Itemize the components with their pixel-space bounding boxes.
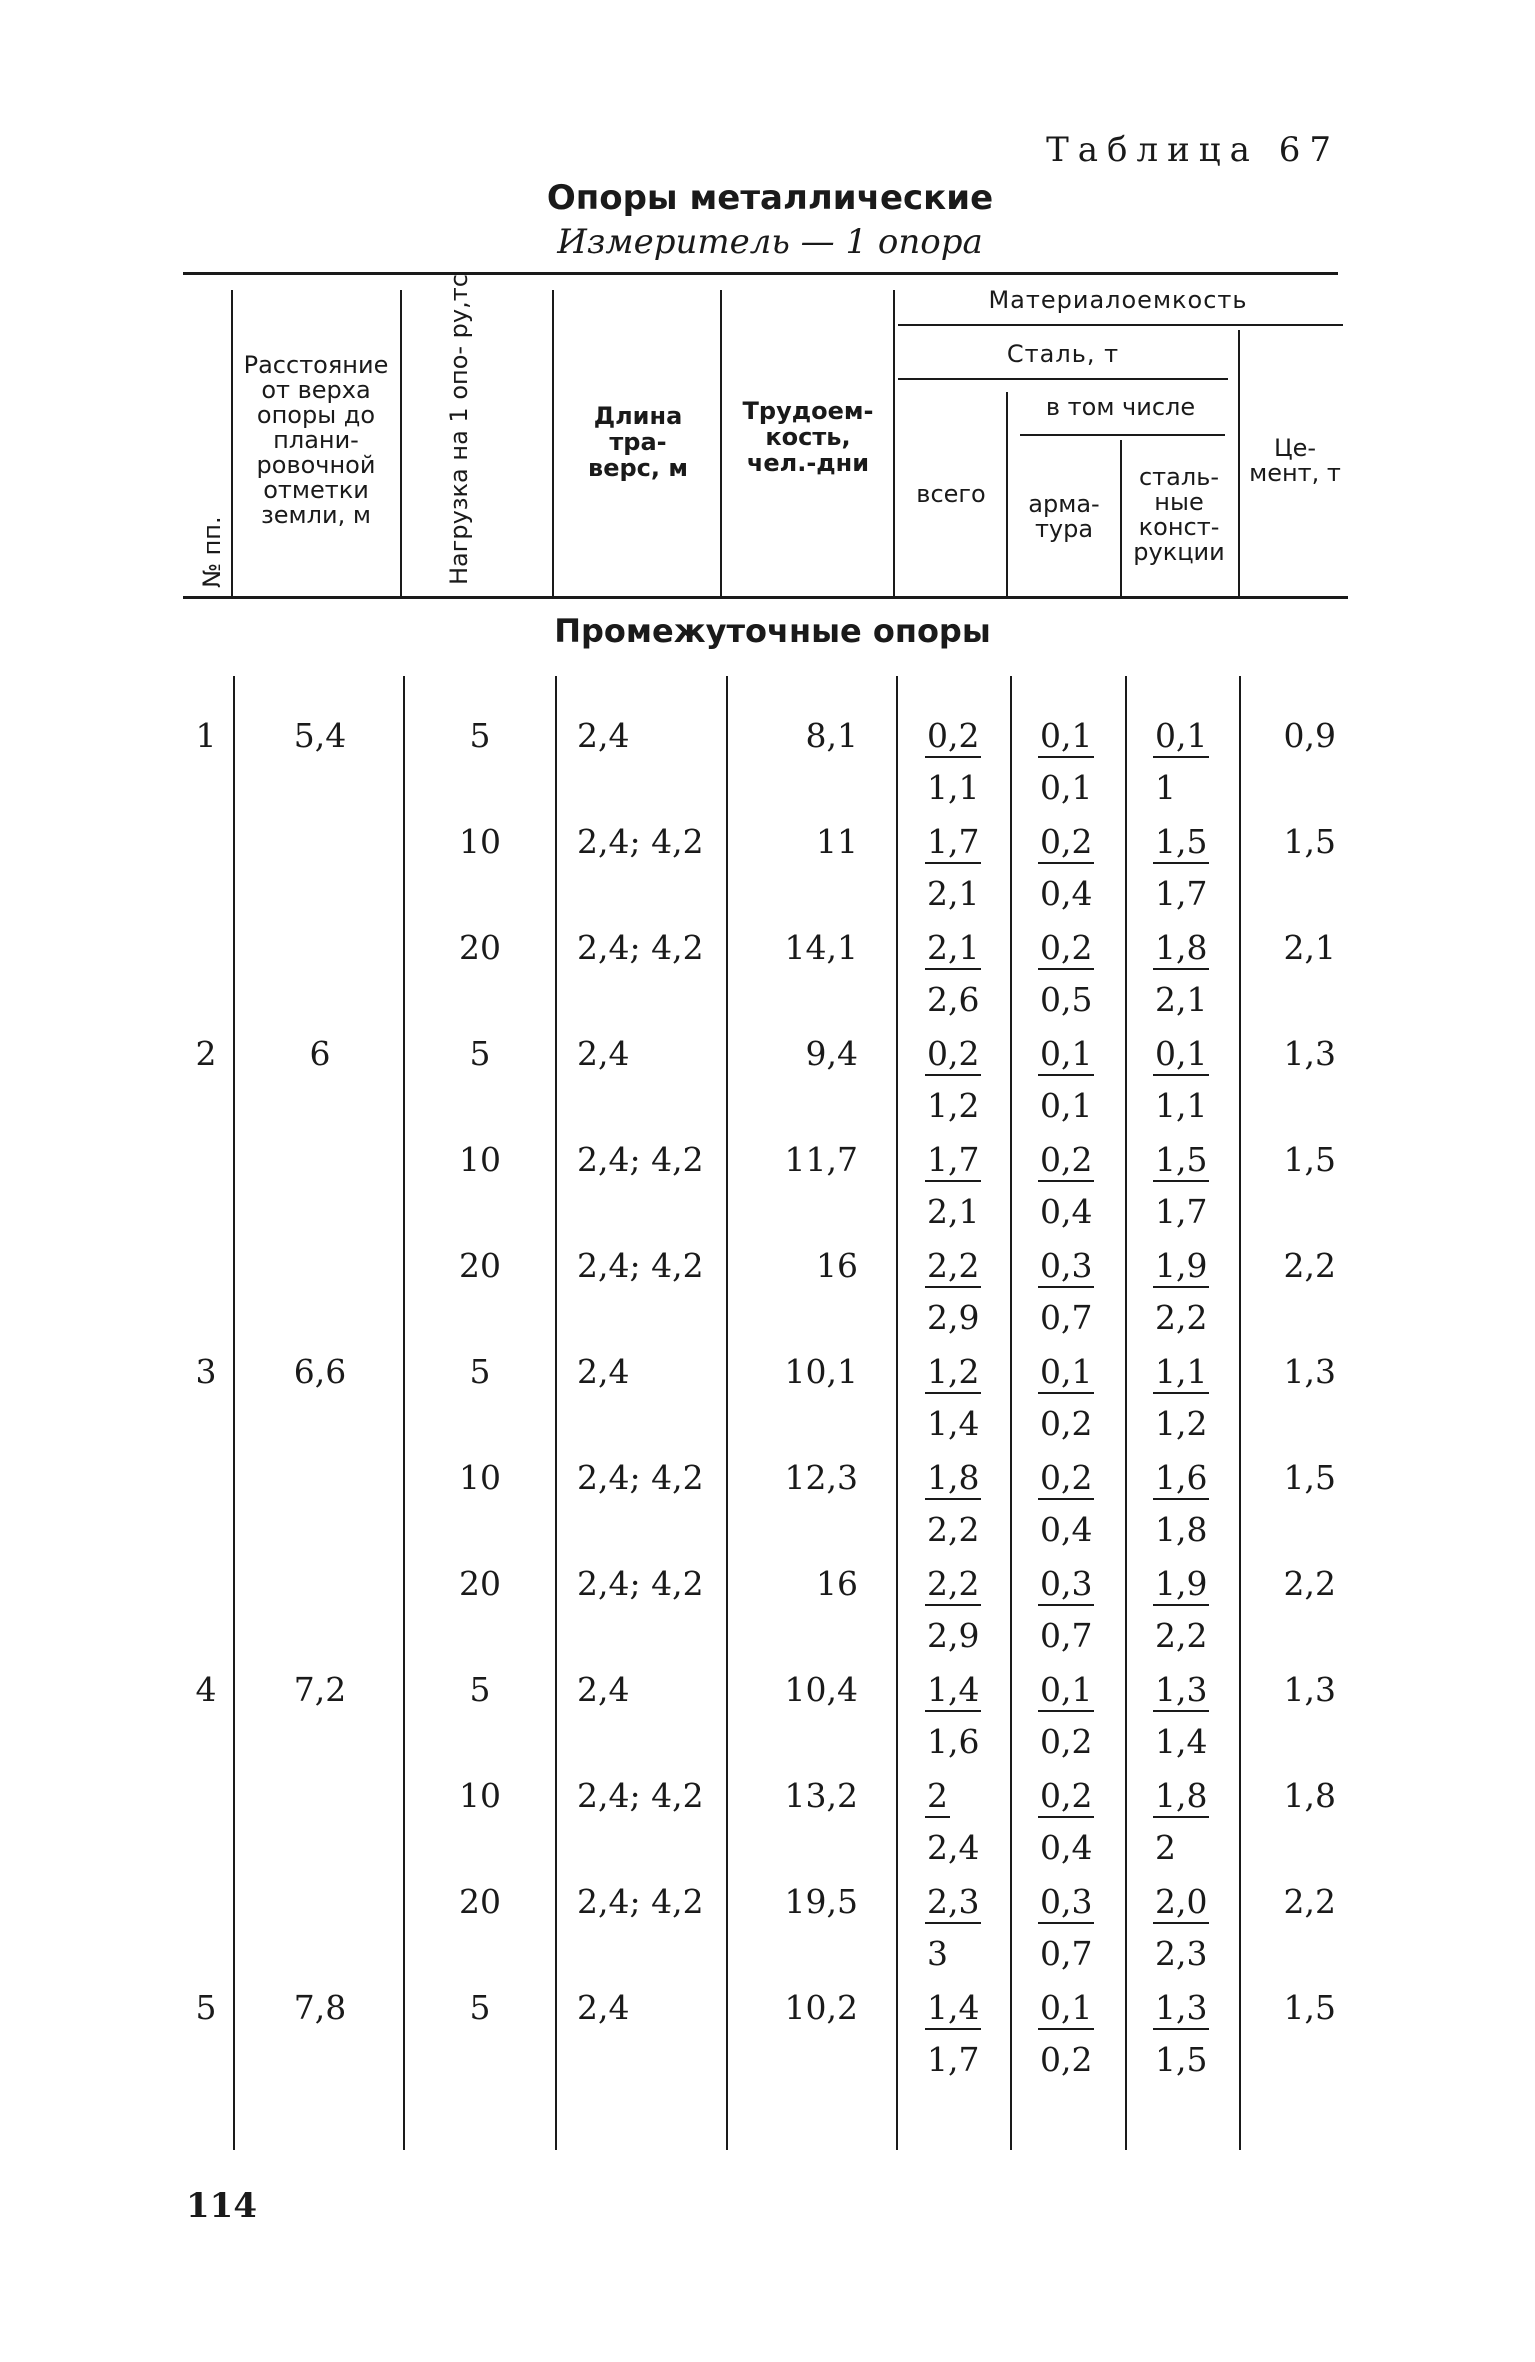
fraction-numerator: 0,1 xyxy=(1038,1670,1094,1712)
body-vrule-7 xyxy=(1125,676,1127,2150)
table-number: Таблица 67 xyxy=(1046,130,1340,170)
fraction-numerator: 1,8 xyxy=(1153,928,1209,970)
cell-struct_den: 2,2 xyxy=(1155,1616,1208,1655)
cell-labor: 10,2 xyxy=(784,1988,858,2027)
cell-labor: 9,4 xyxy=(805,1034,858,1073)
cell-distance: 5,4 xyxy=(293,716,347,755)
cell-total_num xyxy=(925,1458,981,1500)
cell-struct_den: 1,8 xyxy=(1155,1510,1208,1549)
cell-num: 1 xyxy=(195,716,217,755)
cell-struct_den: 1,5 xyxy=(1155,2040,1208,2079)
fraction-numerator: 1,8 xyxy=(925,1458,981,1500)
cell-cement: 1,3 xyxy=(1283,1352,1336,1391)
col-header-num: № пп. xyxy=(198,516,226,588)
fraction-numerator: 2,2 xyxy=(925,1246,981,1288)
cell-cement: 0,9 xyxy=(1283,716,1336,755)
cell-rebar_den: 0,1 xyxy=(1040,1086,1093,1125)
cell-total_den: 2,6 xyxy=(927,980,980,1019)
cell-struct_num xyxy=(1153,1458,1209,1500)
fraction-numerator: 0,1 xyxy=(1038,1352,1094,1394)
cell-total_num xyxy=(925,1034,981,1076)
cell-traverse: 2,4 xyxy=(577,1988,630,2027)
cell-struct_num xyxy=(1153,1246,1209,1288)
cell-struct_num xyxy=(1153,1882,1209,1924)
cell-rebar_num xyxy=(1038,1882,1094,1924)
cell-total_num xyxy=(925,1140,981,1182)
cell-rebar_den: 0,1 xyxy=(1040,768,1093,807)
cell-cement: 1,3 xyxy=(1283,1034,1336,1073)
cell-rebar_den: 0,2 xyxy=(1040,1404,1093,1443)
body-vrule-6 xyxy=(1010,676,1012,2150)
col-header-labor: Трудоем- кость, чел.-дни xyxy=(742,397,874,477)
cell-total_den: 2,9 xyxy=(927,1298,980,1337)
fraction-numerator: 1,6 xyxy=(1153,1458,1209,1500)
body-vrule-8 xyxy=(1239,676,1241,2150)
cell-num: 4 xyxy=(195,1670,217,1709)
col-header-materials: Материалоемкость xyxy=(988,286,1248,314)
cell-load: 5 xyxy=(469,1034,491,1073)
col-header-traverse: Длина тра- верс, м xyxy=(588,402,688,482)
col-header-load-text: Нагрузка на 1 опо- ру,тс xyxy=(445,274,473,585)
cell-rebar_den: 0,2 xyxy=(1040,2040,1093,2079)
cell-labor: 13,2 xyxy=(784,1776,858,1815)
fraction-numerator: 1,1 xyxy=(1153,1352,1209,1394)
cell-cement: 1,5 xyxy=(1283,1458,1336,1497)
col-header-steel: Сталь, т xyxy=(1006,340,1120,368)
fraction-numerator: 1,5 xyxy=(1153,822,1209,864)
body-vrule-5 xyxy=(896,676,898,2150)
cell-total_num xyxy=(925,1988,981,2030)
fraction-numerator: 1,3 xyxy=(1153,1988,1209,2030)
table-title: Опоры металлические xyxy=(546,178,994,218)
col-header-cement: Це- мент, т xyxy=(1249,434,1341,487)
fraction-numerator: 2 xyxy=(925,1776,950,1818)
cell-cement: 1,5 xyxy=(1283,1988,1336,2027)
cell-traverse: 2,4; 4,2 xyxy=(577,1458,704,1497)
fraction-numerator: 0,2 xyxy=(1038,1140,1094,1182)
cell-struct_num xyxy=(1153,1564,1209,1606)
cell-rebar_den: 0,7 xyxy=(1040,1298,1093,1337)
cell-struct_den: 2,1 xyxy=(1155,980,1208,1019)
cell-total_num xyxy=(925,822,981,864)
materials-rule xyxy=(898,324,1343,326)
cell-total_num xyxy=(925,928,981,970)
cell-labor: 8,1 xyxy=(805,716,858,755)
cell-total_num xyxy=(925,1246,981,1288)
fraction-numerator: 0,1 xyxy=(1038,716,1094,758)
cell-distance: 6 xyxy=(309,1034,331,1073)
col-header-total: всего xyxy=(916,480,986,508)
cell-struct_num xyxy=(1153,1988,1209,2030)
cell-struct_num xyxy=(1153,1776,1209,1818)
cell-rebar_num xyxy=(1038,716,1094,758)
cell-rebar_num xyxy=(1038,1564,1094,1606)
cell-traverse: 2,4; 4,2 xyxy=(577,1882,704,1921)
cell-load: 5 xyxy=(469,1352,491,1391)
cell-traverse: 2,4 xyxy=(577,1352,630,1391)
cell-labor: 10,4 xyxy=(784,1670,858,1709)
cell-struct_num xyxy=(1153,1670,1209,1712)
fraction-numerator: 1,4 xyxy=(925,1670,981,1712)
fraction-numerator: 0,2 xyxy=(1038,1458,1094,1500)
cell-rebar_den: 0,4 xyxy=(1040,1828,1093,1867)
cell-struct_den: 1,7 xyxy=(1155,874,1208,913)
fraction-numerator: 1,8 xyxy=(1153,1776,1209,1818)
cell-cement: 1,5 xyxy=(1283,1140,1336,1179)
cell-rebar_den: 0,4 xyxy=(1040,874,1093,913)
fraction-numerator: 1,5 xyxy=(1153,1140,1209,1182)
cell-load: 10 xyxy=(459,1140,501,1179)
cell-labor: 12,3 xyxy=(784,1458,858,1497)
fraction-numerator: 1,2 xyxy=(925,1352,981,1394)
fraction-numerator: 0,2 xyxy=(1038,928,1094,970)
fraction-numerator: 1,4 xyxy=(925,1988,981,2030)
fraction-numerator: 2,0 xyxy=(1153,1882,1209,1924)
cell-labor: 16 xyxy=(816,1246,858,1285)
col-header-distance: Расстояние от верха опоры до плани- ровочной отметки земли, м xyxy=(243,351,389,529)
cell-distance: 7,2 xyxy=(293,1670,347,1709)
cell-total_den: 1,6 xyxy=(927,1722,980,1761)
cell-struct_den: 1 xyxy=(1155,768,1176,807)
cell-rebar_num xyxy=(1038,1246,1094,1288)
fraction-numerator: 2,3 xyxy=(925,1882,981,1924)
including-rule xyxy=(1020,434,1225,436)
cell-traverse: 2,4; 4,2 xyxy=(577,1246,704,1285)
cell-traverse: 2,4; 4,2 xyxy=(577,1776,704,1815)
cell-traverse: 2,4 xyxy=(577,1034,630,1073)
cell-distance: 6,6 xyxy=(293,1352,347,1391)
body-vrule-2 xyxy=(403,676,405,2150)
fraction-numerator: 0,3 xyxy=(1038,1882,1094,1924)
cell-struct_num xyxy=(1153,1352,1209,1394)
cell-struct_num xyxy=(1153,928,1209,970)
cell-labor: 11 xyxy=(816,822,858,861)
cell-load: 5 xyxy=(469,716,491,755)
cell-total_den: 1,1 xyxy=(927,768,980,807)
fraction-numerator: 0,1 xyxy=(1038,1988,1094,2030)
fraction-numerator: 2,1 xyxy=(925,928,981,970)
cell-cement: 2,2 xyxy=(1283,1246,1336,1285)
cell-total_num xyxy=(925,1564,981,1606)
fraction-numerator: 0,2 xyxy=(925,1034,981,1076)
cell-load: 10 xyxy=(459,1458,501,1497)
section-title: Промежуточные опоры xyxy=(554,612,991,650)
col-header-load xyxy=(444,274,474,585)
cell-cement: 1,3 xyxy=(1283,1670,1336,1709)
cell-rebar_den: 0,5 xyxy=(1040,980,1093,1019)
cell-num: 3 xyxy=(195,1352,217,1391)
fraction-numerator: 1,9 xyxy=(1153,1564,1209,1606)
cell-total_den: 1,7 xyxy=(927,2040,980,2079)
cell-load: 20 xyxy=(459,928,501,967)
cell-load: 10 xyxy=(459,822,501,861)
col-header-rebar: арма- тура xyxy=(1028,490,1100,543)
cell-rebar_den: 0,2 xyxy=(1040,1722,1093,1761)
fraction-numerator: 1,7 xyxy=(925,1140,981,1182)
cell-total_den: 2,4 xyxy=(927,1828,980,1867)
fraction-numerator: 0,1 xyxy=(1038,1034,1094,1076)
cell-traverse: 2,4 xyxy=(577,1670,630,1709)
cell-total_den: 1,4 xyxy=(927,1404,980,1443)
cell-labor: 14,1 xyxy=(784,928,858,967)
cell-traverse: 2,4 xyxy=(577,716,630,755)
cell-rebar_num xyxy=(1038,1140,1094,1182)
cell-cement: 2,2 xyxy=(1283,1564,1336,1603)
cell-traverse: 2,4; 4,2 xyxy=(577,1140,704,1179)
cell-total_den: 2,2 xyxy=(927,1510,980,1549)
cell-total_den: 2,1 xyxy=(927,874,980,913)
cell-rebar_num xyxy=(1038,1670,1094,1712)
cell-rebar_num xyxy=(1038,822,1094,864)
fraction-numerator: 0,3 xyxy=(1038,1246,1094,1288)
cell-load: 10 xyxy=(459,1776,501,1815)
cell-struct_num xyxy=(1153,822,1209,864)
cell-cement: 2,2 xyxy=(1283,1882,1336,1921)
cell-total_den: 1,2 xyxy=(927,1086,980,1125)
cell-struct_den: 2,3 xyxy=(1155,1934,1208,1973)
cell-cement: 1,5 xyxy=(1283,822,1336,861)
cell-labor: 11,7 xyxy=(784,1140,858,1179)
header-vrule-2 xyxy=(400,290,402,596)
cell-rebar_num xyxy=(1038,1458,1094,1500)
cell-struct_den: 2,2 xyxy=(1155,1298,1208,1337)
cell-load: 20 xyxy=(459,1246,501,1285)
cell-struct_num xyxy=(1153,1034,1209,1076)
cell-rebar_num xyxy=(1038,928,1094,970)
cell-labor: 19,5 xyxy=(784,1882,858,1921)
col-header-including: в том числе xyxy=(1045,393,1196,421)
cell-struct_num xyxy=(1153,716,1209,758)
fraction-numerator: 1,7 xyxy=(925,822,981,864)
fraction-numerator: 0,1 xyxy=(1153,716,1209,758)
body-vrule-4 xyxy=(726,676,728,2150)
header-bottom-rule xyxy=(183,596,1348,599)
header-top-rule xyxy=(183,272,1338,275)
cell-labor: 10,1 xyxy=(784,1352,858,1391)
cell-total_den: 2,1 xyxy=(927,1192,980,1231)
cell-num: 5 xyxy=(195,1988,217,2027)
cell-rebar_num xyxy=(1038,1352,1094,1394)
body-vrule-1 xyxy=(233,676,235,2150)
cell-load: 5 xyxy=(469,1988,491,2027)
cell-load: 5 xyxy=(469,1670,491,1709)
fraction-numerator: 1,3 xyxy=(1153,1670,1209,1712)
cell-rebar_den: 0,7 xyxy=(1040,1616,1093,1655)
table-subtitle: Измеритель — 1 опора xyxy=(557,222,983,262)
cell-total_num xyxy=(925,1776,981,1818)
fraction-numerator: 0,2 xyxy=(925,716,981,758)
cell-struct_den: 2 xyxy=(1155,1828,1176,1867)
cell-total_num xyxy=(925,1670,981,1712)
cell-rebar_num xyxy=(1038,1988,1094,2030)
cell-rebar_num xyxy=(1038,1776,1094,1818)
fraction-numerator: 0,3 xyxy=(1038,1564,1094,1606)
cell-rebar_num xyxy=(1038,1034,1094,1076)
fraction-numerator: 2,2 xyxy=(925,1564,981,1606)
cell-total_num xyxy=(925,1352,981,1394)
cell-total_den: 3 xyxy=(927,1934,948,1973)
fraction-numerator: 0,1 xyxy=(1153,1034,1209,1076)
header-vrule-3 xyxy=(552,290,554,596)
cell-distance: 7,8 xyxy=(293,1988,347,2027)
fraction-numerator: 0,2 xyxy=(1038,822,1094,864)
cell-rebar_den: 0,4 xyxy=(1040,1192,1093,1231)
fraction-numerator: 0,2 xyxy=(1038,1776,1094,1818)
cell-cement: 2,1 xyxy=(1283,928,1336,967)
cell-struct_den: 1,2 xyxy=(1155,1404,1208,1443)
cell-struct_den: 1,1 xyxy=(1155,1086,1208,1125)
cell-traverse: 2,4; 4,2 xyxy=(577,928,704,967)
body-vrule-3 xyxy=(555,676,557,2150)
fraction-numerator: 1,9 xyxy=(1153,1246,1209,1288)
col-header-structures: сталь- ные конст- рукции xyxy=(1133,463,1225,566)
cell-struct_den: 1,4 xyxy=(1155,1722,1208,1761)
page-number: 114 xyxy=(186,2186,257,2226)
cell-struct_den: 1,7 xyxy=(1155,1192,1208,1231)
cell-rebar_den: 0,4 xyxy=(1040,1510,1093,1549)
steel-rule xyxy=(898,378,1228,380)
cell-rebar_den: 0,7 xyxy=(1040,1934,1093,1973)
cell-load: 20 xyxy=(459,1564,501,1603)
cell-traverse: 2,4; 4,2 xyxy=(577,1564,704,1603)
cell-total_den: 2,9 xyxy=(927,1616,980,1655)
header-vrule-5 xyxy=(893,290,895,596)
cell-struct_num xyxy=(1153,1140,1209,1182)
cell-labor: 16 xyxy=(816,1564,858,1603)
header-vrule-4 xyxy=(720,290,722,596)
cell-load: 20 xyxy=(459,1882,501,1921)
header-vrule-6 xyxy=(1006,392,1008,596)
cell-traverse: 2,4; 4,2 xyxy=(577,822,704,861)
cell-cement: 1,8 xyxy=(1283,1776,1336,1815)
cell-total_num xyxy=(925,1882,981,1924)
cell-num: 2 xyxy=(195,1034,217,1073)
cell-total_num xyxy=(925,716,981,758)
